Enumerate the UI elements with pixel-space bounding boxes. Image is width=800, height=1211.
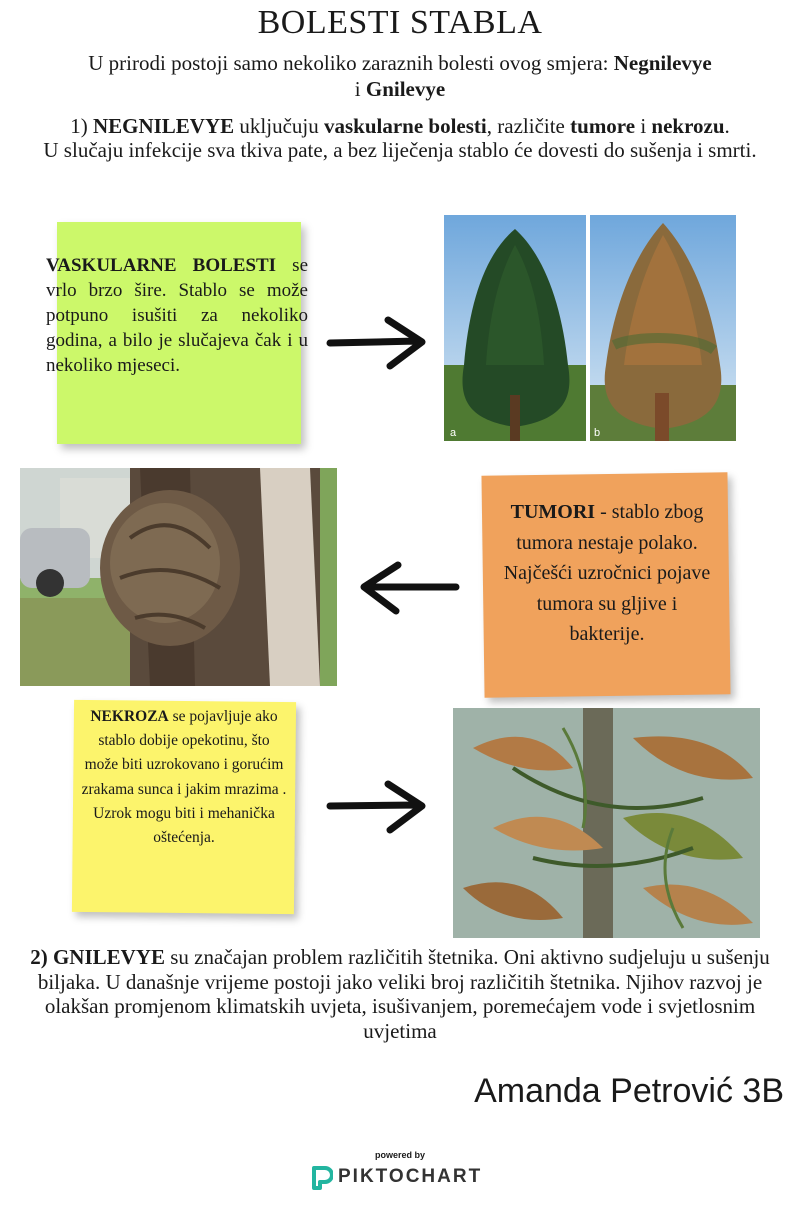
section-1-nekrozu: nekrozu — [651, 114, 725, 138]
sequoia-trees-photo — [444, 215, 736, 441]
intro-connector: i — [354, 77, 366, 101]
section-1-name: NEGNILEVYE — [92, 114, 235, 138]
section-1-paragraph — [30, 114, 770, 162]
tree-tumor-photo — [20, 468, 337, 686]
section-2-body: su značajan problem različitih štetnika. Oni aktivno sudjeluju u sušenju biljaka. U današnje vrijeme postoji jako veliki broj različitih štetnika. Njihov razvoj je olakšan promjenom klimatskih uvjeta, isušivanjem, poremećajem vode i svjetlosnim uvjetima — [37, 945, 770, 1043]
section-1-vaskularne: vaskularne bolesti — [323, 114, 487, 138]
section-1-text: uključuju — [234, 114, 324, 138]
section-2-number: 2) — [30, 945, 53, 969]
tumori-body: - stablo zbog tumora nestaje polako. Najčešći uzročnici pojave tumora su gljive i bakterije. — [503, 501, 711, 645]
intro-text: U prirodi postoji samo nekoliko zaraznih bolesti ovog smjera: — [88, 51, 614, 75]
intro-gnilevye: Gnilevye — [365, 77, 446, 101]
photo-label-a: a — [450, 427, 457, 439]
section-2-paragraph — [8, 945, 792, 1043]
tumori-title: TUMORI — [510, 501, 596, 523]
vaskularne-title: VASKULARNE BOLESTI — [46, 255, 277, 276]
necrotic-leaves-photo — [453, 708, 760, 938]
powered-by-label: powered by — [374, 1150, 425, 1160]
section-1-text: i — [635, 114, 652, 138]
intro-negnilevye: Negnilevye — [613, 51, 712, 75]
section-1-line2: U slučaju infekcije sva tkiva pate, a bez liječenja stablo će dovesti do sušenja i smrti. — [43, 138, 757, 162]
page-title: BOLESTI STABLA — [257, 4, 543, 41]
intro-paragraph — [0, 50, 800, 102]
vaskularne-text — [46, 253, 308, 378]
vaskularne-body: se vrlo brzo šire. Stablo se može potpuno isušiti za nekoliko godina, a bilo je slučajeva čak i u nekoliko mjeseci. — [46, 255, 308, 376]
section-1-text: , različite — [486, 114, 571, 138]
section-2-name: GNILEVYE — [52, 945, 165, 969]
section-1-tumore: tumore — [570, 114, 636, 138]
section-1-number: 1) — [70, 114, 93, 138]
nekroza-body: se pojavljuje ako stablo dobije opekotinu, što može biti uzrokovano i gorućim zrakama sunca i jakim mrazima . Uzrok mogu biti i mehanička oštećenja. — [81, 708, 287, 847]
section-1-text: . — [724, 114, 730, 138]
photo-label-b: b — [594, 427, 601, 439]
arrow-right-icon — [326, 778, 430, 834]
nekroza-title: NEKROZA — [90, 708, 169, 725]
author-signature: Amanda Petrović 3B — [474, 1072, 784, 1110]
arrow-left-icon — [358, 559, 462, 615]
piktochart-logo-icon — [311, 1165, 333, 1191]
piktochart-brand[interactable]: PIKTOCHART — [338, 1166, 483, 1187]
tumori-text — [497, 497, 717, 650]
arrow-right-icon — [326, 314, 430, 370]
nekroza-text — [80, 705, 288, 850]
